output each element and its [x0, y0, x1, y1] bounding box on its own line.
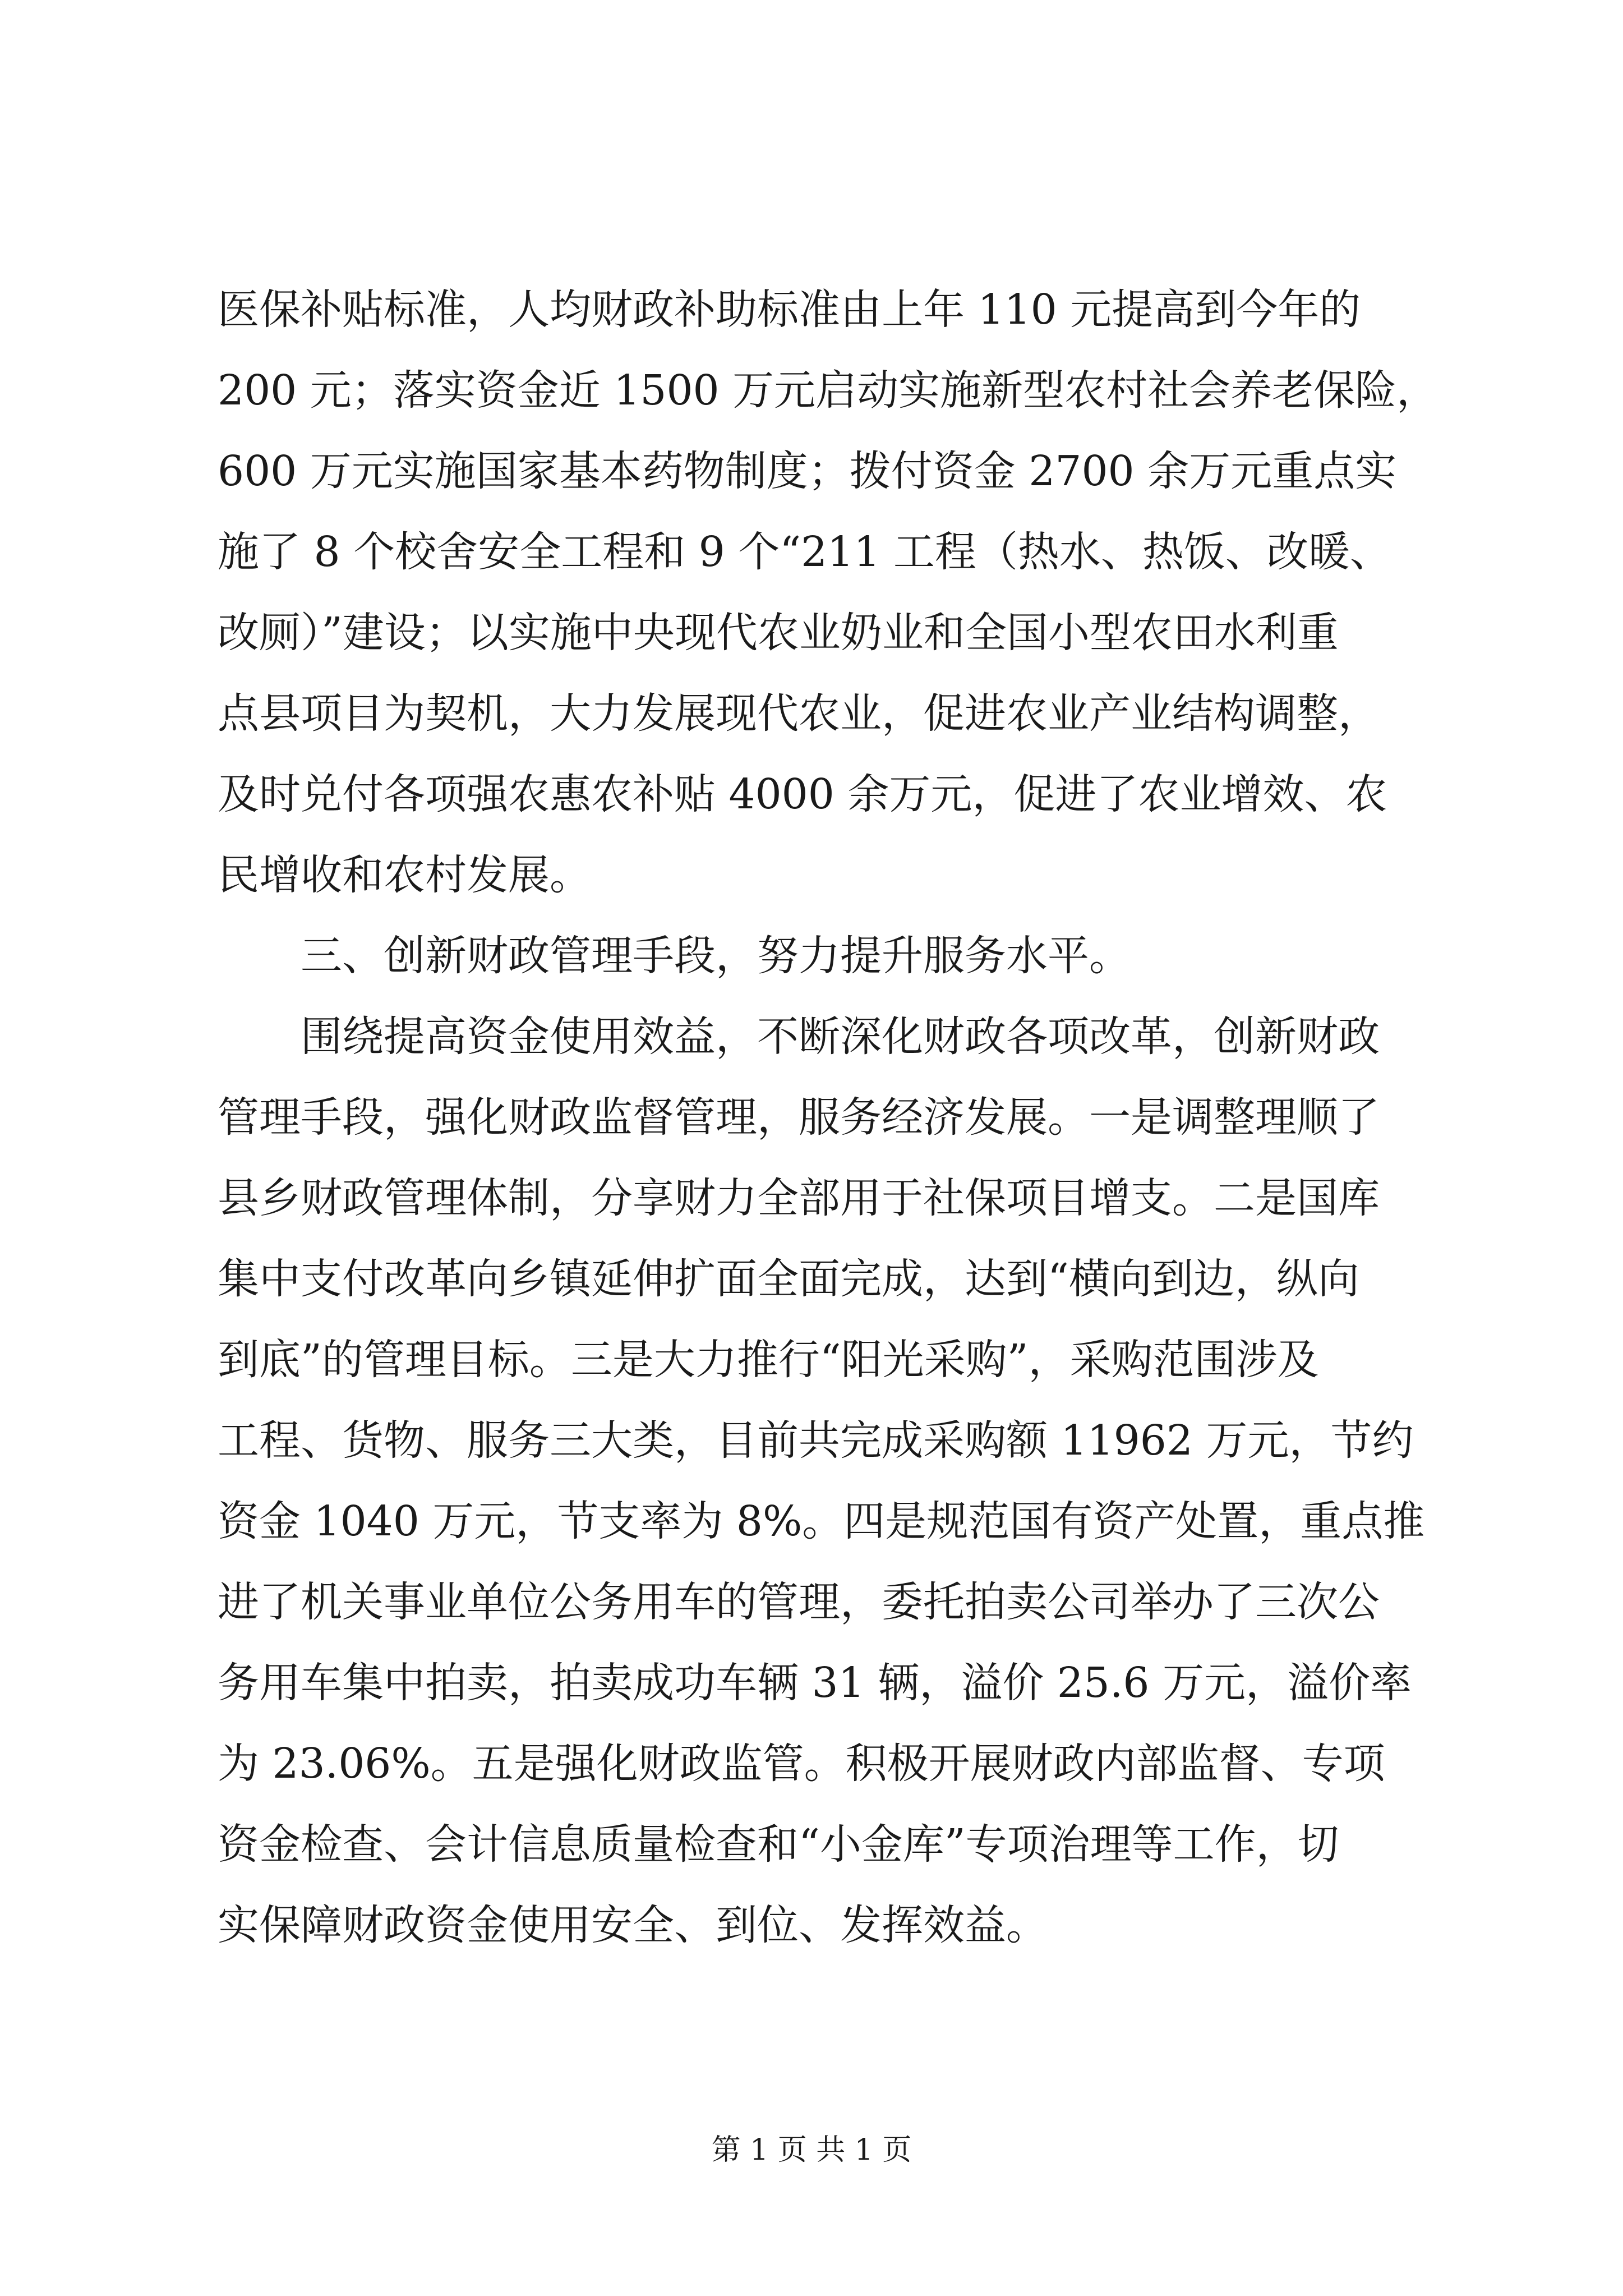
text-line: 工程、货物、服务三大类，目前共完成采购额 11962 万元，节约 [218, 1416, 1414, 1465]
text-line: 200 元；落实资金近 1500 万元启动实施新型农村社会养老保险， [218, 366, 1438, 415]
text-line: 务用车集中拍卖，拍卖成功车辆 31 辆，溢价 25.6 万元，溢价率 [218, 1659, 1412, 1707]
text-line: 600 万元实施国家基本药物制度；拨付资金 2700 余万元重点实 [218, 447, 1397, 495]
text-line: 资金检查、会计信息质量检查和“小金库”专项治理等工作，切 [218, 1820, 1339, 1869]
text-line: 集中支付改革向乡镇延伸扩面全面完成，达到“横向到边，纵向 [218, 1255, 1359, 1303]
text-line: 资金 1040 万元，节支率为 8%。四是规范国有资产处置，重点推 [218, 1497, 1425, 1545]
page-footer: 第 1 页 共 1 页 [711, 2133, 912, 2167]
text-line: 医保补贴标准，人均财政补助标准由上年 110 元提高到今年的 [218, 286, 1361, 334]
text-line: 为 23.06%。五是强化财政监管。积极开展财政内部监督、专项 [218, 1740, 1385, 1788]
text-line: 围绕提高资金使用效益，不断深化财政各项改革，创新财政 [218, 1013, 1380, 1061]
text-line: 民增收和农村发展。 [218, 851, 591, 899]
text-line: 改厕）”建设；以实施中央现代农业奶业和全国小型农田水利重 [218, 609, 1339, 657]
text-line: 及时兑付各项强农惠农补贴 4000 余万元，促进了农业增效、农 [218, 770, 1387, 818]
body-text [218, 269, 1438, 1966]
text-line: 施了 8 个校舍安全工程和 9 个“211 工程（热水、热饭、改暖、 [218, 528, 1391, 576]
text-line: 进了机关事业单位公务用车的管理，委托拍卖公司举办了三次公 [218, 1578, 1380, 1626]
text-line: 管理手段，强化财政监督管理，服务经济发展。一是调整理顺了 [218, 1093, 1380, 1142]
text-line: 县乡财政管理体制，分享财力全部用于社保项目增支。二是国库 [218, 1174, 1380, 1222]
text-line: 到底”的管理目标。三是大力推行“阳光采购”，采购范围涉及 [218, 1336, 1319, 1384]
text-line: 实保障财政资金使用安全、到位、发挥效益。 [218, 1901, 1048, 1949]
text-line: 点县项目为契机，大力发展现代农业，促进农业产业结构调整， [218, 689, 1380, 738]
section-heading: 三、创新财政管理手段，努力提升服务水平。 [218, 932, 1131, 980]
